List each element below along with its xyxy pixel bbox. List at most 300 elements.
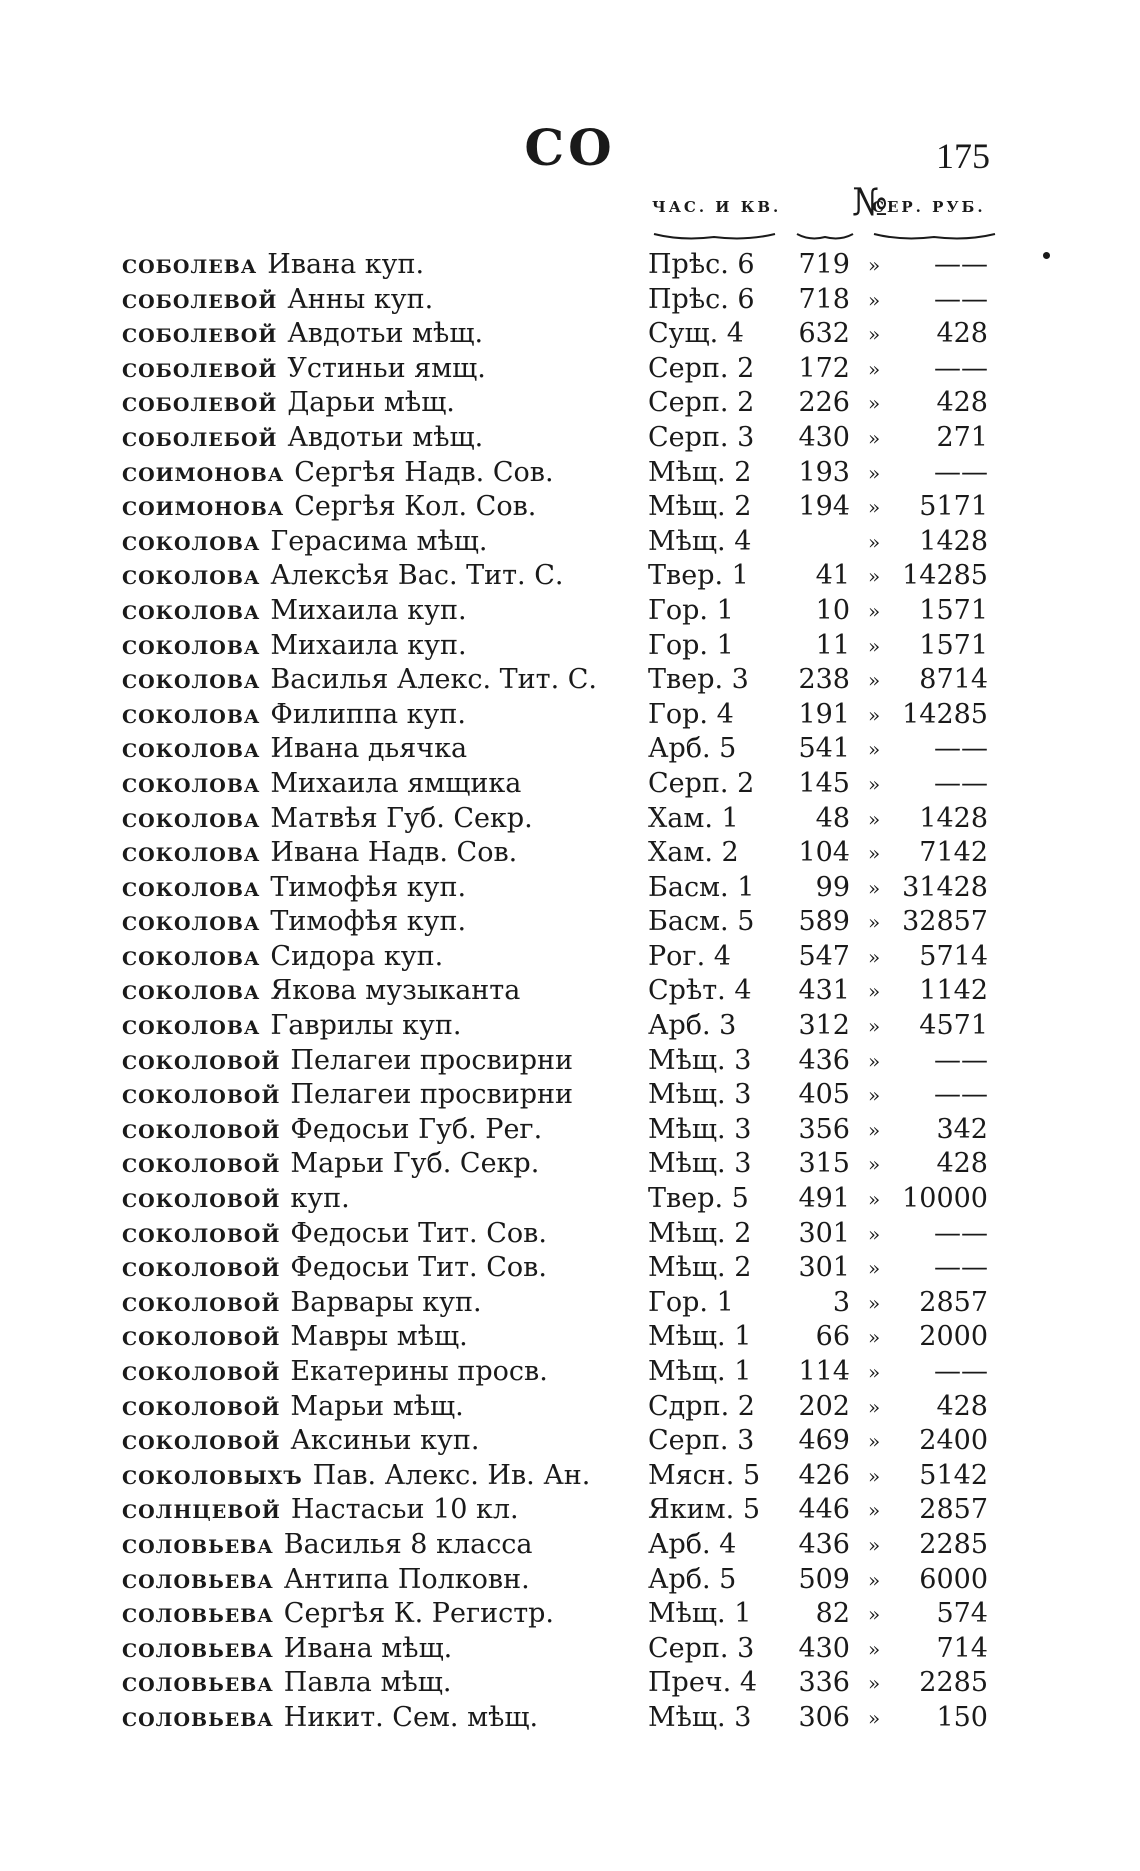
entry-sum: 1428 xyxy=(919,802,988,834)
list-item xyxy=(0,974,1140,1009)
entry-sum: —— xyxy=(934,767,988,799)
entry-sum: 1571 xyxy=(919,594,988,626)
entry-name xyxy=(122,1459,590,1494)
entry-sum: 150 xyxy=(936,1701,988,1733)
entry-surname: соколова xyxy=(122,837,261,869)
entry-mark: » xyxy=(868,495,881,520)
entry-surname: соболева xyxy=(122,249,258,280)
entry-part: Прѣс. 6 xyxy=(648,249,755,280)
entry-part: Хам. 2 xyxy=(648,837,739,869)
entry-part: Мѣщ. 3 xyxy=(648,1079,752,1111)
entry-qualifier: Екатерины просв. xyxy=(290,1356,548,1387)
entry-sum: 31428 xyxy=(902,871,988,903)
entry-number: 191 xyxy=(798,698,850,730)
list-item xyxy=(0,421,1140,456)
entry-surname: соколова xyxy=(122,975,261,1007)
entry-surname: соколовой xyxy=(122,1079,281,1111)
entry-sum: 7142 xyxy=(919,837,988,869)
list-item xyxy=(0,1597,1140,1632)
entry-part: Серп. 3 xyxy=(648,1425,755,1457)
entry-qualifier: Якова музыканта xyxy=(270,975,521,1007)
entry-surname: соловьева xyxy=(122,1528,274,1560)
entry-number: 3 xyxy=(832,1286,850,1318)
entry-mark: » xyxy=(868,633,881,658)
entry-mark: » xyxy=(868,1325,881,1350)
entry-qualifier: куп. xyxy=(290,1183,350,1215)
entry-part: Гор. 1 xyxy=(648,594,734,626)
entry-mark: » xyxy=(868,1256,881,1281)
entry-surname: соколова xyxy=(122,594,261,626)
list-item xyxy=(0,1113,1140,1148)
entry-number: 145 xyxy=(798,767,850,799)
entry-mark: » xyxy=(868,1187,881,1212)
entry-surname: соколова xyxy=(122,525,261,557)
entry-part: Мѣщ. 3 xyxy=(648,1701,752,1733)
entry-number: 436 xyxy=(798,1044,850,1076)
entry-sum: 2285 xyxy=(919,1667,988,1699)
entry-name xyxy=(122,732,467,767)
directory-list xyxy=(0,248,1140,1736)
entry-number: 306 xyxy=(798,1701,850,1733)
list-item xyxy=(0,1355,1140,1390)
entry-sum: 14285 xyxy=(902,698,988,730)
entry-sum: —— xyxy=(934,1252,988,1284)
entry-name xyxy=(122,1147,539,1182)
entry-number: 491 xyxy=(798,1183,850,1215)
entry-name xyxy=(122,1044,573,1079)
entry-number: 356 xyxy=(798,1113,850,1145)
entry-sum: —— xyxy=(934,1079,988,1111)
entry-name xyxy=(122,421,483,456)
entry-sum: 5714 xyxy=(919,940,988,972)
entry-number: 172 xyxy=(798,352,850,384)
entry-qualifier: Пелагеи просвирни xyxy=(290,1044,574,1076)
entry-sum: 2285 xyxy=(919,1528,988,1560)
entry-number: 431 xyxy=(798,975,850,1007)
entry-mark: » xyxy=(868,460,881,485)
entry-number: 436 xyxy=(798,1528,850,1560)
entry-qualifier: Марьи мѣщ. xyxy=(290,1390,464,1422)
entry-part: Мѣщ. 3 xyxy=(648,1148,752,1180)
list-item xyxy=(0,698,1140,733)
entry-sum: 4571 xyxy=(919,1010,988,1042)
entry-mark: » xyxy=(868,841,881,866)
entry-mark: » xyxy=(868,944,881,969)
entry-name xyxy=(122,1182,350,1217)
entry-name xyxy=(122,1632,452,1667)
list-item xyxy=(0,594,1140,629)
entry-name xyxy=(122,490,536,525)
entry-mark: » xyxy=(868,806,881,831)
entry-number: 11 xyxy=(815,629,850,661)
entry-sum: 1571 xyxy=(919,629,988,661)
page-heading: СО xyxy=(524,118,616,177)
entry-qualifier: Авдотьи мѣщ. xyxy=(287,421,484,453)
entry-part: Басм. 5 xyxy=(648,906,755,938)
entry-sum: 574 xyxy=(936,1598,988,1630)
entry-part: Мѣщ. 2 xyxy=(648,491,752,523)
entry-name xyxy=(122,1078,573,1113)
entry-sum: —— xyxy=(934,283,988,315)
entry-part: Мѣщ. 1 xyxy=(648,1321,752,1353)
entry-surname: соловьева xyxy=(122,1632,274,1664)
entry-qualifier: Сергѣя Надв. Сов. xyxy=(294,456,554,488)
entry-mark: » xyxy=(868,1636,881,1661)
entry-mark: » xyxy=(868,668,881,693)
entry-part: Мясн. 5 xyxy=(648,1459,761,1491)
entry-sum: —— xyxy=(934,249,988,280)
entry-number: 718 xyxy=(798,283,850,315)
entry-sum: 428 xyxy=(936,1390,988,1422)
entry-name xyxy=(122,871,466,906)
entry-name xyxy=(122,248,424,283)
entry-mark: » xyxy=(868,1221,881,1246)
entry-sum: 428 xyxy=(936,318,988,350)
entry-mark: » xyxy=(868,737,881,762)
entry-name xyxy=(122,767,521,802)
entry-name xyxy=(122,1597,554,1632)
entry-number: 238 xyxy=(798,664,850,696)
entry-part: Мѣщ. 2 xyxy=(648,1252,752,1284)
list-item xyxy=(0,871,1140,906)
entry-part: Басм. 1 xyxy=(648,871,755,903)
entry-qualifier: Антипа Полковн. xyxy=(283,1563,530,1595)
entry-qualifier: Михаила ямщика xyxy=(270,767,522,799)
entry-part: Серп. 2 xyxy=(648,387,755,419)
entry-qualifier: Тимофѣя куп. xyxy=(270,906,467,938)
entry-surname: соколовой xyxy=(122,1252,281,1284)
entry-surname: соколова xyxy=(122,698,261,730)
entry-qualifier: Федосьи Тит. Сов. xyxy=(290,1252,547,1284)
entry-number: 430 xyxy=(798,421,850,453)
entry-sum: 1142 xyxy=(919,975,988,1007)
entry-qualifier: Настасьи 10 кл. xyxy=(290,1494,519,1526)
entry-number: 10 xyxy=(815,594,850,626)
entry-mark: » xyxy=(868,287,881,312)
column-header-number: № xyxy=(852,180,888,224)
entry-part: Мѣщ. 2 xyxy=(648,456,752,488)
entry-part: Арб. 3 xyxy=(648,1010,737,1042)
entry-qualifier: Пелагеи просвирни xyxy=(290,1079,574,1111)
list-item xyxy=(0,1493,1140,1528)
entry-surname: соколова xyxy=(122,767,261,799)
entry-mark: » xyxy=(868,564,881,589)
entry-qualifier: Никит. Сем. мѣщ. xyxy=(283,1701,539,1733)
entry-part: Арб. 5 xyxy=(648,733,737,765)
entry-qualifier: Федосьи Тит. Сов. xyxy=(290,1217,547,1249)
entry-number: 41 xyxy=(815,560,850,592)
entry-number: 430 xyxy=(798,1632,850,1664)
entry-qualifier: Марьи Губ. Секр. xyxy=(290,1148,540,1180)
entry-surname: соловьева xyxy=(122,1701,274,1733)
entry-name xyxy=(122,1666,451,1701)
list-item xyxy=(0,1320,1140,1355)
entry-part: Яким. 5 xyxy=(648,1494,761,1526)
entry-part: Твер. 3 xyxy=(648,664,749,696)
entry-qualifier: Федосьи Губ. Рег. xyxy=(290,1113,543,1145)
entry-surname: соловьева xyxy=(122,1598,274,1630)
entry-mark: » xyxy=(868,529,881,554)
entry-name xyxy=(122,1424,479,1459)
entry-surname: соколовой xyxy=(122,1183,281,1215)
entry-number: 312 xyxy=(798,1010,850,1042)
column-header-sum: СЕР. РУБ. xyxy=(872,198,986,216)
entry-mark: » xyxy=(868,1290,881,1315)
entry-surname: соколова xyxy=(122,664,261,696)
list-item xyxy=(0,1701,1140,1736)
entry-surname: соколова xyxy=(122,940,261,972)
entry-surname: соколовой xyxy=(122,1356,281,1387)
entry-name xyxy=(122,1355,548,1390)
entry-name xyxy=(122,836,517,871)
entry-name xyxy=(122,1251,547,1286)
entry-mark: » xyxy=(868,1602,881,1627)
entry-mark: » xyxy=(868,875,881,900)
entry-part: Преч. 4 xyxy=(648,1667,758,1699)
entry-name xyxy=(122,317,483,352)
entry-qualifier: Ивана куп. xyxy=(267,249,425,280)
page-number: 175 xyxy=(936,136,990,176)
entry-name xyxy=(122,352,486,387)
entry-number: 301 xyxy=(798,1252,850,1284)
entry-sum: 5171 xyxy=(919,491,988,523)
entry-mark: » xyxy=(868,1083,881,1108)
entry-sum: —— xyxy=(934,733,988,765)
entry-surname: соболевой xyxy=(122,283,278,315)
list-item xyxy=(0,1666,1140,1701)
entry-number: 114 xyxy=(798,1356,850,1387)
entry-mark: » xyxy=(868,425,881,450)
entry-name xyxy=(122,1009,461,1044)
entry-qualifier: Матвѣя Губ. Секр. xyxy=(270,802,533,834)
entry-surname: соколова xyxy=(122,560,261,592)
entry-sum: —— xyxy=(934,1217,988,1249)
entry-qualifier: Сергѣя Кол. Сов. xyxy=(294,491,537,523)
entry-number: 48 xyxy=(815,802,850,834)
entry-mark: » xyxy=(868,1498,881,1523)
entry-number: 226 xyxy=(798,387,850,419)
entry-number: 194 xyxy=(798,491,850,523)
list-item xyxy=(0,352,1140,387)
list-item xyxy=(0,1286,1140,1321)
entry-sum: 2857 xyxy=(919,1494,988,1526)
entry-name xyxy=(122,698,466,733)
entry-part: Рог. 4 xyxy=(648,940,731,972)
entry-mark: » xyxy=(868,253,881,277)
entry-mark: » xyxy=(868,598,881,623)
entry-surname: соколова xyxy=(122,906,261,938)
list-item xyxy=(0,836,1140,871)
list-item xyxy=(0,905,1140,940)
entry-qualifier: Тимофѣя куп. xyxy=(270,871,467,903)
entry-mark: » xyxy=(868,1429,881,1454)
entry-mark: » xyxy=(868,1705,881,1730)
entry-part: Мѣщ. 3 xyxy=(648,1113,752,1145)
entry-name xyxy=(122,1286,482,1321)
entry-mark: » xyxy=(868,702,881,727)
entry-qualifier: Василья Алекс. Тит. С. xyxy=(270,664,598,696)
entry-number: 469 xyxy=(798,1425,850,1457)
entry-name xyxy=(122,974,520,1009)
entry-qualifier: Алексѣя Вас. Тит. С. xyxy=(270,560,564,592)
entry-surname: соколовой xyxy=(122,1425,281,1457)
entry-number: 301 xyxy=(798,1217,850,1249)
entry-name xyxy=(122,1320,468,1355)
entry-qualifier: Ивана дьячка xyxy=(270,733,468,765)
entry-number: 193 xyxy=(798,456,850,488)
entry-qualifier: Аксиньи куп. xyxy=(290,1425,480,1457)
entry-name xyxy=(122,1113,542,1148)
entry-sum: —— xyxy=(934,456,988,488)
entry-part: Гор. 1 xyxy=(648,1286,734,1318)
entry-part: Прѣс. 6 xyxy=(648,283,755,315)
entry-part: Серп. 3 xyxy=(648,421,755,453)
entry-number: 426 xyxy=(798,1459,850,1491)
entry-part: Гор. 4 xyxy=(648,698,734,730)
entry-surname: соколовой xyxy=(122,1148,281,1180)
entry-mark: » xyxy=(868,910,881,935)
entry-mark: » xyxy=(868,1463,881,1488)
entry-number: 336 xyxy=(798,1667,850,1699)
entry-name xyxy=(122,1563,530,1598)
entry-sum: 428 xyxy=(936,387,988,419)
list-item xyxy=(0,317,1140,352)
entry-surname: соболебой xyxy=(122,421,278,453)
entry-part: Твер. 1 xyxy=(648,560,749,592)
list-item xyxy=(0,629,1140,664)
entry-surname: соколовой xyxy=(122,1390,281,1422)
entry-mark: » xyxy=(868,1567,881,1592)
entry-qualifier: Василья 8 класса xyxy=(283,1528,533,1560)
entry-number: 589 xyxy=(798,906,850,938)
entry-surname: соколовой xyxy=(122,1217,281,1249)
entry-part: Мѣщ. 1 xyxy=(648,1356,752,1387)
entry-part: Арб. 4 xyxy=(648,1528,737,1560)
entry-name xyxy=(122,594,467,629)
list-item xyxy=(0,767,1140,802)
entry-part: Мѣщ. 3 xyxy=(648,1044,752,1076)
entry-number: 541 xyxy=(798,733,850,765)
entry-part: Арб. 5 xyxy=(648,1563,737,1595)
entry-name xyxy=(122,802,533,837)
entry-mark: » xyxy=(868,1394,881,1419)
list-item xyxy=(0,1217,1140,1252)
entry-sum: 14285 xyxy=(902,560,988,592)
entry-qualifier: Михаила куп. xyxy=(270,629,467,661)
entry-sum: —— xyxy=(934,1356,988,1387)
entry-sum: 10000 xyxy=(902,1183,988,1215)
entry-sum: 32857 xyxy=(902,906,988,938)
entry-surname: соколова xyxy=(122,629,261,661)
entry-number: 405 xyxy=(798,1079,850,1111)
entry-number: 99 xyxy=(815,871,850,903)
list-item xyxy=(0,490,1140,525)
list-item xyxy=(0,1044,1140,1079)
entry-number: 632 xyxy=(798,318,850,350)
entry-mark: » xyxy=(868,771,881,796)
list-item xyxy=(0,248,1140,283)
entry-qualifier: Анны куп. xyxy=(287,283,434,315)
brace-part xyxy=(652,232,777,242)
entry-number: 202 xyxy=(798,1390,850,1422)
list-item xyxy=(0,386,1140,421)
entry-part: Срѣт. 4 xyxy=(648,975,752,1007)
entry-surname: соболевой xyxy=(122,387,278,419)
column-header-part: ЧАС. И КВ. xyxy=(652,198,782,216)
entry-surname: соколова xyxy=(122,802,261,834)
list-item xyxy=(0,1459,1140,1494)
entry-name xyxy=(122,1701,538,1736)
entry-surname: соколова xyxy=(122,1010,261,1042)
entry-surname: соимонова xyxy=(122,456,285,488)
entry-qualifier: Дарьи мѣщ. xyxy=(287,387,455,419)
entry-part: Гор. 1 xyxy=(648,629,734,661)
entry-mark: » xyxy=(868,1532,881,1557)
entry-sum: 2000 xyxy=(919,1321,988,1353)
entry-sum: 271 xyxy=(936,421,988,453)
entry-number: 446 xyxy=(798,1494,850,1526)
entry-number: 719 xyxy=(798,249,850,280)
entry-name xyxy=(122,559,563,594)
entry-qualifier: Ивана мѣщ. xyxy=(283,1632,453,1664)
entry-qualifier: Авдотьи мѣщ. xyxy=(287,318,484,350)
entry-surname: соколова xyxy=(122,733,261,765)
entry-name xyxy=(122,663,597,698)
entry-part: Твер. 5 xyxy=(648,1183,749,1215)
entry-mark: » xyxy=(868,1048,881,1073)
list-item xyxy=(0,1424,1140,1459)
entry-sum: 1428 xyxy=(919,525,988,557)
entry-name xyxy=(122,456,554,491)
entry-qualifier: Гаврилы куп. xyxy=(270,1010,462,1042)
entry-name xyxy=(122,1528,533,1563)
list-item xyxy=(0,1182,1140,1217)
entry-number: 509 xyxy=(798,1563,850,1595)
entry-part: Серп. 3 xyxy=(648,1632,755,1664)
entry-surname: соколова xyxy=(122,871,261,903)
list-item xyxy=(0,663,1140,698)
entry-part: Хам. 1 xyxy=(648,802,739,834)
entry-sum: 6000 xyxy=(919,1563,988,1595)
entry-mark: » xyxy=(868,1152,881,1177)
entry-sum: 8714 xyxy=(919,664,988,696)
entry-sum: 5142 xyxy=(919,1459,988,1491)
list-item xyxy=(0,525,1140,560)
list-item xyxy=(0,456,1140,491)
entry-name xyxy=(122,905,466,940)
entry-mark: » xyxy=(868,1360,881,1384)
entry-number: 82 xyxy=(815,1598,850,1630)
list-item xyxy=(0,802,1140,837)
entry-number: 547 xyxy=(798,940,850,972)
entry-sum: —— xyxy=(934,1044,988,1076)
list-item xyxy=(0,940,1140,975)
entry-part: Мѣщ. 4 xyxy=(648,525,752,557)
entry-part: Мѣщ. 2 xyxy=(648,1217,752,1249)
entry-surname: соимонова xyxy=(122,491,285,523)
list-item xyxy=(0,1147,1140,1182)
list-item xyxy=(0,1251,1140,1286)
entry-surname: соколовой xyxy=(122,1321,281,1353)
entry-qualifier: Устиньи ямщ. xyxy=(287,352,486,384)
entry-surname: соболевой xyxy=(122,318,278,350)
list-item xyxy=(0,1009,1140,1044)
entry-surname: соловьева xyxy=(122,1563,274,1595)
entry-mark: » xyxy=(868,1117,881,1142)
entry-surname: соколовой xyxy=(122,1113,281,1145)
entry-qualifier: Сергѣя К. Регистр. xyxy=(283,1598,555,1630)
entry-surname: соколовой xyxy=(122,1044,281,1076)
